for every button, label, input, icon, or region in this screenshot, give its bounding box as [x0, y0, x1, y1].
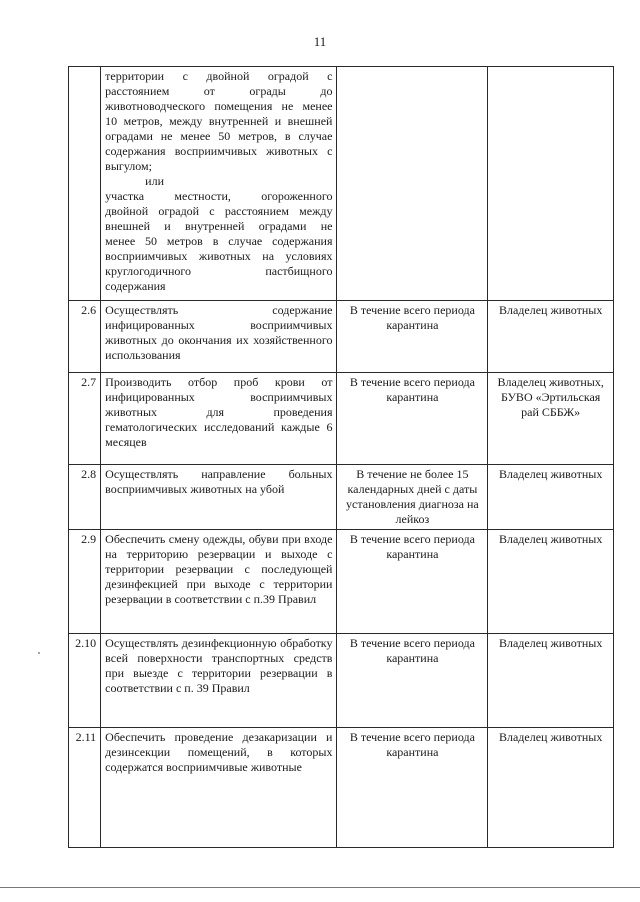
action-cell: Осуществлять направление больных восприимчивых животных на убой	[101, 465, 337, 530]
text-line: содержания восприимчивых животных с	[105, 144, 333, 158]
table-row-2-7	[69, 373, 614, 465]
text-line: выгулом;	[105, 159, 152, 173]
action-cell: Осуществлять дезинфекционную обработку всей поверхности транспортных средств при выезде с территории резервации в соответствии с п. 39 Правил	[101, 634, 337, 728]
text-line: двойной оградой с расстоянием между	[105, 204, 333, 218]
text-line: животноводческого помещения не менее	[105, 99, 333, 113]
action-cell: Обеспечить смену одежды, обуви при входе на территорию резервации и выходе с территории резервации с последующей дезинфекцией при выходе с территории резервации в соответствии с п.39 Правил	[101, 530, 337, 634]
table-row-2-8	[69, 465, 614, 530]
text-line: или	[145, 174, 165, 188]
term-cell: В течение не более 15 календарных дней с даты установления диагноза на лейкоз	[337, 465, 488, 530]
row-number-cell: 2.6	[69, 301, 101, 373]
measures-table	[68, 66, 614, 848]
row-number-cell: 2.8	[69, 465, 101, 530]
responsible-cell: Владелец животных	[488, 530, 614, 634]
action-cell	[101, 67, 337, 301]
row-number-cell: 2.9	[69, 530, 101, 634]
text-line: участка местности, огороженного	[105, 189, 333, 203]
action-cell: Осуществлять содержание инфицированных восприимчивых животных до окончания их хозяйственного использования	[101, 301, 337, 373]
text-line: круглогодичного пастбищного	[105, 264, 333, 278]
table-row-2-9	[69, 530, 614, 634]
row-number-cell: 2.10	[69, 634, 101, 728]
responsible-cell: Владелец животных	[488, 301, 614, 373]
responsible-cell	[488, 67, 614, 301]
responsible-cell: Владелец животных	[488, 465, 614, 530]
term-cell	[337, 67, 488, 301]
term-cell: В течение всего периода карантина	[337, 728, 488, 848]
responsible-cell: Владелец животных	[488, 728, 614, 848]
table-row-continuation	[69, 67, 614, 301]
text-line: восприимчивых животных на условиях	[105, 249, 333, 263]
table-row-2-6	[69, 301, 614, 373]
table-row-2-11	[69, 728, 614, 848]
action-cell: Обеспечить проведение дезакаризации и дезинсекции помещений, в которых содержатся восприимчивые животные	[101, 728, 337, 848]
row-number-cell: 2.7	[69, 373, 101, 465]
action-cell: Производить отбор проб крови от инфицированных восприимчивых животных для проведения гематологических исследований каждые 6 месяцев	[101, 373, 337, 465]
text-line: расстоянием от ограды до	[105, 84, 333, 98]
term-cell: В течение всего периода карантина	[337, 530, 488, 634]
text-line: оградами не менее 50 метров, в случае	[105, 129, 333, 143]
text-line: территории с двойной оградой с	[105, 69, 333, 83]
responsible-cell: Владелец животных, БУВО «Эртильская рай СББЖ»	[488, 373, 614, 465]
page-number: 11	[313, 34, 327, 49]
text-line: 10 метров, между внутренней и внешней	[105, 114, 333, 128]
row-number-cell: 2.11	[69, 728, 101, 848]
row-number-cell	[69, 67, 101, 301]
term-cell: В течение всего периода карантина	[337, 301, 488, 373]
text-line: внешней и внутренней оградами не	[105, 219, 333, 233]
scan-edge-line	[0, 887, 640, 888]
scan-speck	[38, 652, 40, 654]
text-line: содержания	[105, 279, 166, 293]
table-row-2-10	[69, 634, 614, 728]
term-cell: В течение всего периода карантина	[337, 634, 488, 728]
responsible-cell: Владелец животных	[488, 634, 614, 728]
term-cell: В течение всего периода карантина	[337, 373, 488, 465]
text-line: менее 50 метров в случае содержания	[105, 234, 333, 248]
